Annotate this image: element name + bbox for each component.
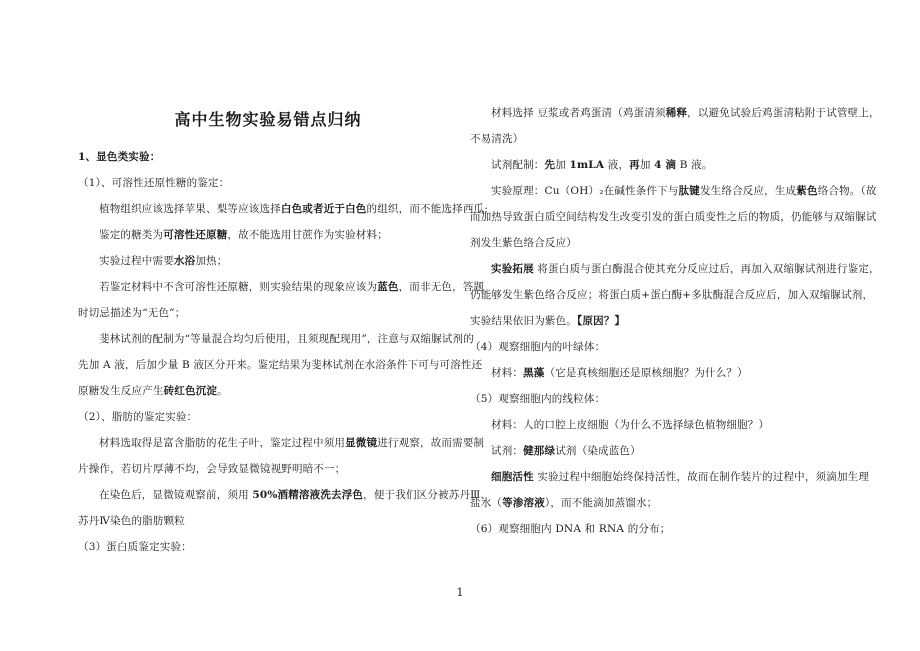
paragraph-line [78, 456, 458, 482]
text-run: 加热； [195, 255, 228, 267]
text-run: ，以避免试验后鸡蛋清粘附于试管壁上， [687, 107, 880, 119]
bold-text: 4 滴 [654, 159, 677, 171]
text-run: 试剂（染成蓝色） [555, 445, 641, 457]
bold-text: 50%酒精溶液洗去浮色 [252, 489, 364, 501]
text-run: （6）观察细胞内 DNA 和 RNA 的分布； [470, 523, 671, 535]
paragraph-line [78, 144, 458, 170]
paragraph-line [470, 334, 855, 360]
bold-text: 水浴 [173, 255, 196, 267]
paragraph-line [78, 534, 458, 560]
paragraph-line [470, 386, 855, 412]
paragraph-line [470, 256, 880, 282]
text-run: （4）观察细胞内的叶绿体： [470, 341, 606, 353]
paragraph-line [470, 412, 855, 438]
right-column-body [470, 100, 880, 542]
paragraph-line [470, 230, 855, 256]
bold-text: 黑藻 [523, 367, 545, 379]
text-run: 片操作，若切片厚薄不均，会导致显微镜视野明暗不一； [78, 463, 346, 475]
bold-text: 紫色 [796, 185, 818, 197]
text-run: 材料选取得是富含脂肪的花生子叶，鉴定过程中须用 [99, 437, 346, 449]
text-run: 而加热导致蛋白质空间结构发生改变引发的蛋白质变性之后的物质，仍能够与双缩脲试 [470, 211, 877, 223]
text-run: （5）观察细胞内的线粒体： [470, 393, 606, 405]
paragraph-line [470, 308, 855, 334]
paragraph-line [78, 430, 485, 456]
paragraph-line [470, 282, 874, 308]
text-run: ，故不能选用甘蔗作为实验材料； [227, 229, 388, 241]
paragraph-line [78, 274, 485, 300]
bold-text: 白色或者近于白色 [280, 203, 367, 215]
text-run: 材料选择 豆浆或者鸡蛋清（鸡蛋清须 [491, 107, 666, 119]
text-run: 液， [604, 159, 630, 171]
paragraph-line [470, 490, 855, 516]
text-run: 仍能够发生紫色络合反应；将蛋白质+蛋白酶+多肽酶混合反应后，加入双缩脲试剂， [470, 289, 874, 301]
text-run: 发生络合反应，生成 [699, 185, 797, 197]
paragraph-line [470, 126, 855, 152]
text-run: 实验结果依旧为紫色。 [470, 315, 577, 327]
paragraph-line [470, 100, 880, 126]
paragraph-line [78, 404, 458, 430]
paragraph-line [470, 438, 855, 464]
bold-text: 细胞活性 [491, 471, 534, 483]
bold-text: 显微镜 [345, 437, 378, 449]
bold-text: 先 [544, 159, 556, 171]
text-run: 鉴定的糖类为 [99, 229, 164, 241]
text-run: 盐水（ [470, 497, 503, 509]
text-run: 不易清洗） [470, 133, 524, 145]
text-run: 材料： [491, 367, 524, 379]
page-number: 1 [456, 586, 464, 599]
bold-text: 砖红色沉淀 [163, 385, 218, 397]
text-run: 材料：人的口腔上皮细胞（为什么不选择绿色植物细胞？） [491, 419, 770, 431]
text-run: 在染色后，显微镜观察前，须用 [99, 489, 253, 501]
bold-text: 再 [629, 159, 640, 171]
text-run: 实验过程中需要 [99, 255, 174, 267]
paragraph-line [470, 178, 877, 204]
text-run: （1）、可溶性还原性糖的鉴定： [78, 177, 230, 189]
text-run: ，便于我们区分被苏丹Ⅲ、 [363, 489, 492, 501]
text-run: 试剂： [491, 445, 524, 457]
paragraph-line [78, 508, 458, 534]
paragraph-line [470, 204, 877, 230]
paragraph-line [470, 360, 855, 386]
text-run: 。 [217, 385, 228, 397]
bold-text: 可溶性还原糖 [163, 229, 228, 241]
text-run: 植物组织应该选择苹果、梨等应该选择 [99, 203, 281, 215]
text-run: 将蛋白质与蛋白酶混合使其充分反应过后，再加入双缩脲试剂进行鉴定， [533, 263, 880, 275]
bold-text: 等渗溶液 [502, 497, 545, 509]
paragraph-line [78, 300, 458, 326]
text-run: ，而非无色，答题 [398, 281, 485, 293]
right-column [470, 100, 880, 542]
paragraph-line [78, 222, 458, 248]
text-run: 剂发生紫色络合反应） [470, 237, 577, 249]
text-run: 加 [555, 159, 570, 171]
text-run: 的组织，而不能选择西瓜; [366, 203, 488, 215]
text-run: 实验过程中细胞始终保持活性，故而在制作装片的过程中，须滴加生理 [533, 471, 870, 483]
text-run: 1、显色类实验： [78, 151, 161, 163]
bold-text: 1mLA [569, 159, 605, 171]
paragraph-line [78, 352, 483, 378]
paragraph-line [78, 326, 474, 352]
text-run: （它是真核细胞还是原核细胞？为什么？） [544, 367, 748, 379]
text-run: （3）蛋白质鉴定实验： [78, 541, 192, 553]
text-run: ），而不能滴加蒸馏水； [544, 497, 658, 509]
bold-text: 实验拓展 [491, 263, 534, 275]
bold-text: 肽键 [678, 185, 700, 197]
bold-text: 稀释 [665, 107, 688, 119]
text-run: 试剂配制： [491, 159, 545, 171]
text-run: 加 [639, 159, 655, 171]
paragraph-line [470, 516, 855, 542]
paragraph-line [78, 196, 488, 222]
paragraph-line [78, 170, 458, 196]
bold-text: 【原因？】 [577, 315, 626, 327]
page-title: 高中生物实验易错点归纳 [174, 110, 362, 129]
paragraph-line [470, 464, 870, 490]
paragraph-line [78, 248, 458, 274]
paragraph-line [78, 378, 458, 404]
text-run: 先加 A 液，后加少量 B 液区分开来。鉴定结果为斐林试剂在水浴条件下可与可溶性还 [78, 359, 483, 371]
text-run: 进行观察，故而需要制 [377, 437, 485, 449]
text-run: （2）、脂肪的鉴定实验： [78, 411, 198, 423]
text-run: 若鉴定材料中不含可溶性还原糖，则实验结果的现象应该为 [99, 281, 378, 293]
text-run: 斐林试剂的配制为“等量混合均匀后使用，且须现配现用”，注意与双缩脲试剂的 [99, 333, 474, 345]
text-run: B 液。 [676, 159, 713, 171]
paragraph-line [470, 152, 855, 178]
text-run: 络合物。（故 [817, 185, 877, 197]
text-run: 苏丹Ⅳ染色的脂肪颗粒 [78, 515, 185, 527]
bold-text: 蓝色 [377, 281, 399, 293]
text-run: 实验原理：Cu（OH）₂在碱性条件下与 [491, 185, 679, 197]
text-run: 原糖发生反应产生 [78, 385, 164, 397]
text-run: 时切忌描述为“无色”； [78, 307, 186, 319]
bold-text: 健那绿 [523, 445, 556, 457]
